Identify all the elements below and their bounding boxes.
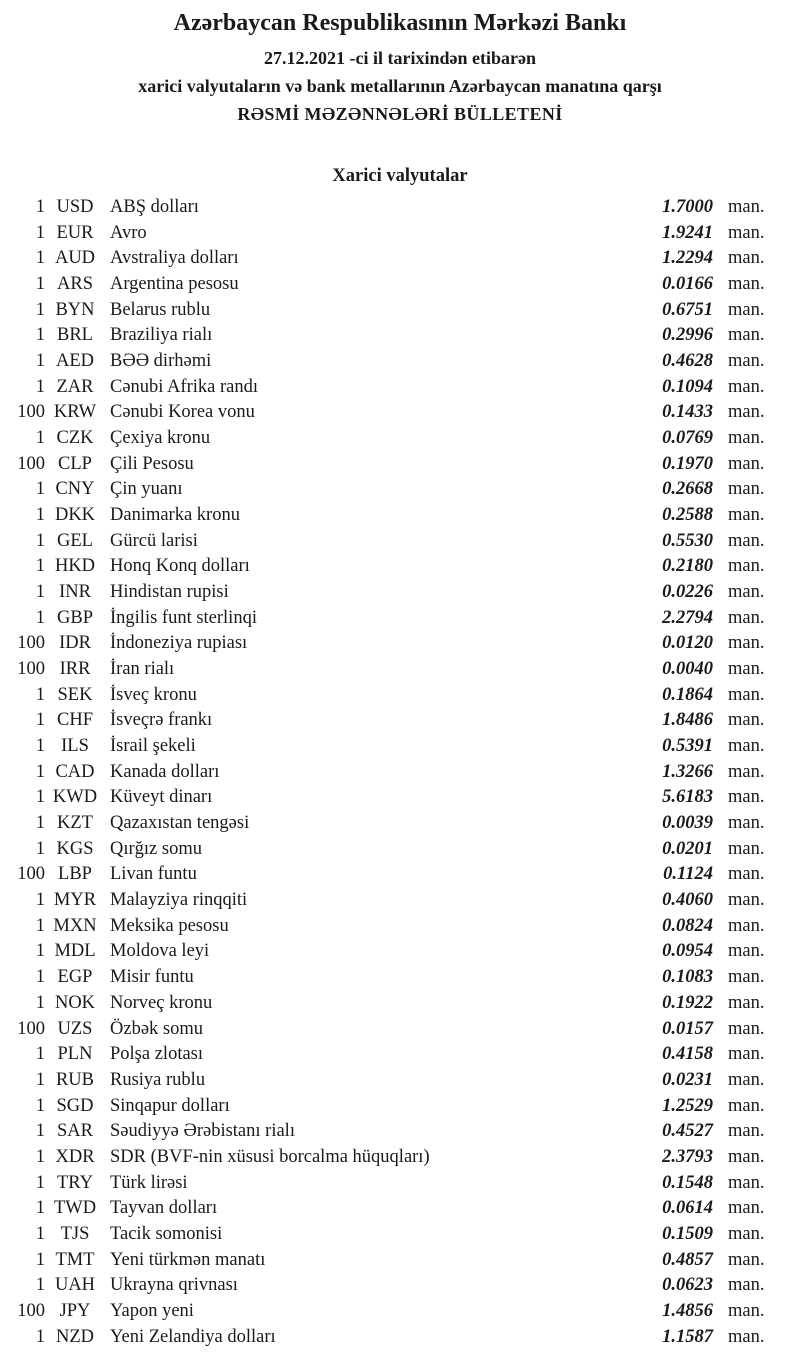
currency-rate: 0.2668: [662, 479, 713, 500]
currency-code: PLN: [57, 1044, 93, 1065]
currency-name: Hindistan rupisi: [110, 582, 229, 603]
currency-rate: 0.1922: [662, 992, 713, 1013]
currency-row: [0, 426, 800, 452]
currency-name: İngilis funt sterlinqi: [110, 607, 257, 628]
currency-row: [0, 1068, 800, 1094]
currency-quantity: 100: [17, 659, 45, 680]
currency-quantity: 100: [17, 1300, 45, 1321]
currency-name: İran rialı: [110, 659, 175, 680]
currency-row: [0, 375, 800, 401]
currency-row: [0, 323, 800, 349]
currency-quantity: 1: [35, 941, 45, 962]
currency-unit-label: man.: [728, 197, 765, 217]
currency-quantity: 1: [35, 479, 45, 500]
currency-row: [0, 657, 800, 683]
currency-name: Yeni türkmən manatı: [110, 1249, 266, 1270]
currency-row: [0, 760, 800, 786]
currency-name: Cənubi Korea vonu: [110, 402, 255, 423]
currency-code: ILS: [61, 736, 89, 757]
currency-unit-label: man.: [728, 530, 765, 551]
currency-quantity: 1: [35, 890, 45, 911]
currency-unit-label: man.: [728, 325, 765, 346]
currency-name: Argentina pesosu: [110, 274, 239, 295]
currency-quantity: 1: [35, 761, 45, 782]
currency-code: EUR: [56, 222, 94, 243]
currency-quantity: 1: [35, 351, 45, 372]
currency-quantity: 1: [35, 1198, 45, 1219]
currency-code: INR: [59, 582, 91, 603]
currency-rate: 0.2180: [662, 556, 713, 577]
currency-code: KZT: [57, 813, 93, 834]
currency-quantity: 1: [35, 1095, 45, 1116]
currency-code: KWD: [52, 787, 98, 808]
currency-row: [0, 580, 800, 606]
currency-code: MXN: [53, 915, 97, 936]
currency-rate: 0.1970: [662, 453, 713, 474]
currency-rate: 2.3793: [662, 1146, 713, 1167]
currency-row: [0, 246, 800, 272]
currency-code: TRY: [57, 1172, 93, 1193]
currency-rate: 0.0226: [662, 582, 713, 603]
currency-code: XDR: [55, 1146, 95, 1167]
currency-name: Qırğız somu: [110, 838, 202, 859]
currency-row: [0, 221, 800, 247]
currency-unit-label: man.: [728, 1172, 765, 1193]
currency-unit-label: man.: [728, 967, 765, 988]
currency-unit-label: man.: [728, 736, 765, 757]
currency-unit-label: man.: [728, 684, 765, 705]
currency-quantity: 1: [35, 1172, 45, 1193]
currency-name: Yapon yeni: [110, 1300, 194, 1321]
currency-unit-label: man.: [728, 582, 765, 603]
currency-row: [0, 1145, 800, 1171]
currency-code: JPY: [59, 1300, 91, 1321]
currency-name: Özbək somu: [110, 1018, 203, 1039]
currency-name: Türk lirəsi: [110, 1172, 188, 1193]
currency-quantity: 1: [35, 838, 45, 859]
currency-code: TJS: [60, 1223, 90, 1244]
currency-rate: 0.2996: [662, 325, 713, 346]
currency-unit-label: man.: [728, 376, 765, 397]
currency-row: [0, 272, 800, 298]
currency-rate: 0.4628: [662, 351, 713, 372]
currency-quantity: 1: [35, 813, 45, 834]
currency-quantity: 1: [35, 736, 45, 757]
currency-row: [0, 554, 800, 580]
currency-row: [0, 452, 800, 478]
currency-row: [0, 708, 800, 734]
currency-name: Tacik somonisi: [110, 1223, 223, 1244]
currency-quantity: 1: [35, 1146, 45, 1167]
currency-name: Ukrayna qrivnası: [110, 1275, 238, 1296]
currency-rate: 1.8486: [662, 710, 713, 731]
currency-name: SDR (BVF-nin xüsusi borcalma hüquqları): [110, 1146, 430, 1167]
currency-unit-label: man.: [728, 838, 765, 859]
currency-code: ZAR: [56, 376, 94, 397]
currency-code: AED: [55, 351, 95, 372]
currency-unit-label: man.: [728, 633, 765, 654]
currency-rate: 0.1509: [662, 1223, 713, 1244]
currency-name: İsrail şekeli: [110, 736, 196, 757]
currency-rate: 0.0231: [662, 1069, 713, 1090]
currency-row: [0, 1017, 800, 1043]
currency-quantity: 100: [17, 453, 45, 474]
currency-code: CLP: [58, 453, 92, 474]
currency-unit-label: man.: [728, 1095, 765, 1116]
currency-code: HKD: [54, 556, 96, 577]
currency-rate: 0.1083: [662, 967, 713, 988]
currency-unit-label: man.: [728, 1223, 765, 1244]
currency-row: [0, 400, 800, 426]
currency-rate: 0.0166: [662, 274, 713, 295]
currency-code: IRR: [59, 659, 91, 680]
currency-row: [0, 785, 800, 811]
currency-code: CNY: [55, 479, 95, 500]
currency-row: [0, 734, 800, 760]
currency-rate: 0.4158: [662, 1044, 713, 1065]
currency-row: [0, 529, 800, 555]
currency-code: BYN: [55, 299, 95, 320]
currency-quantity: 1: [35, 556, 45, 577]
currency-code: SAR: [57, 1121, 93, 1142]
currency-code: USD: [56, 197, 94, 217]
currency-name: Danimarka kronu: [110, 505, 240, 526]
currency-code: SGD: [56, 1095, 94, 1116]
currency-code: KRW: [53, 402, 97, 423]
currency-name: Küveyt dinarı: [110, 787, 213, 808]
currency-code: AUD: [54, 248, 96, 269]
currency-rate: 0.0201: [662, 838, 713, 859]
currency-unit-label: man.: [728, 941, 765, 962]
currency-row: [0, 631, 800, 657]
currency-row: [0, 811, 800, 837]
currency-row: [0, 683, 800, 709]
currency-name: ABŞ dolları: [110, 197, 199, 217]
currency-quantity: 1: [35, 787, 45, 808]
currency-name: Norveç kronu: [110, 992, 213, 1013]
currency-name: Cənubi Afrika randı: [110, 376, 258, 397]
currency-rate: 0.0824: [662, 915, 713, 936]
currency-quantity: 1: [35, 1249, 45, 1270]
currency-name: Meksika pesosu: [110, 915, 229, 936]
currency-quantity: 1: [35, 1069, 45, 1090]
currency-name: Malayziya rinqqiti: [110, 890, 248, 911]
currency-unit-label: man.: [728, 761, 765, 782]
currency-name: Braziliya rialı: [110, 325, 213, 346]
currency-rate: 0.5530: [662, 530, 713, 551]
currency-name: Avstraliya dolları: [110, 248, 239, 269]
currency-code: CZK: [56, 428, 94, 449]
currency-rate: 1.9241: [662, 222, 713, 243]
currency-rate: 0.0954: [662, 941, 713, 962]
currency-row: [0, 1325, 800, 1351]
currency-rate: 0.6751: [662, 299, 713, 320]
currency-name: Honq Konq dolları: [110, 556, 250, 577]
currency-quantity: 1: [35, 992, 45, 1013]
bulletin-subtitle: xarici valyutaların və bank metallarının Azərbaycan manatına qarşı: [138, 76, 662, 96]
currency-rate: 1.3266: [662, 761, 713, 782]
currency-rate: 0.5391: [662, 736, 713, 757]
bulletin-name: RƏSMİ MƏZƏNNƏLƏRİ BÜLLETENİ: [237, 104, 563, 124]
section-title-foreign-currencies: Xarici valyutalar: [332, 166, 468, 186]
currency-code: RUB: [55, 1069, 95, 1090]
currency-rate: 0.4857: [662, 1249, 713, 1270]
currency-rate: 0.1548: [662, 1172, 713, 1193]
currency-quantity: 1: [35, 967, 45, 988]
currency-unit-label: man.: [728, 1300, 765, 1321]
currency-rate: 5.6183: [662, 787, 713, 808]
currency-unit-label: man.: [728, 351, 765, 372]
currency-code: LBP: [58, 864, 92, 885]
currency-row: [0, 1196, 800, 1222]
currency-name: Moldova leyi: [110, 941, 210, 962]
currency-code: GBP: [57, 607, 93, 628]
currency-unit-label: man.: [728, 428, 765, 449]
currency-unit-label: man.: [728, 1198, 765, 1219]
currency-quantity: 1: [35, 530, 45, 551]
currency-quantity: 1: [35, 299, 45, 320]
currency-name: Sinqapur dolları: [110, 1095, 230, 1116]
currency-row: [0, 914, 800, 940]
currency-code: EGP: [57, 967, 93, 988]
currency-quantity: 1: [35, 1044, 45, 1065]
currency-row: [0, 298, 800, 324]
currency-quantity: 1: [35, 1326, 45, 1347]
currency-unit-label: man.: [728, 274, 765, 295]
currency-code: SEK: [57, 684, 93, 705]
currency-unit-label: man.: [728, 813, 765, 834]
currency-code: KGS: [56, 838, 94, 859]
currency-unit-label: man.: [728, 1275, 765, 1296]
currency-row: [0, 477, 800, 503]
currency-quantity: 100: [17, 633, 45, 654]
bank-title: Azərbaycan Respublikasının Mərkəzi Bankı: [173, 10, 627, 36]
currency-quantity: 1: [35, 325, 45, 346]
currency-row: [0, 888, 800, 914]
currency-rate: 0.0040: [662, 659, 713, 680]
currency-name: Polşa zlotası: [110, 1044, 204, 1065]
currency-unit-label: man.: [728, 787, 765, 808]
currency-code: NOK: [54, 992, 96, 1013]
currency-unit-label: man.: [728, 1018, 765, 1039]
currency-unit-label: man.: [728, 1249, 765, 1270]
currency-unit-label: man.: [728, 222, 765, 243]
currency-row: [0, 195, 800, 221]
currency-quantity: 100: [17, 1018, 45, 1039]
currency-rate: 0.2588: [662, 505, 713, 526]
currency-name: İndoneziya rupiası: [110, 633, 248, 654]
currency-row: [0, 1171, 800, 1197]
currency-code: GEL: [57, 530, 93, 551]
currency-unit-label: man.: [728, 505, 765, 526]
currency-rate: 0.0120: [662, 633, 713, 654]
currency-code: TWD: [53, 1198, 97, 1219]
currency-quantity: 1: [35, 1223, 45, 1244]
bulletin-header: [0, 0, 800, 125]
currency-unit-label: man.: [728, 248, 765, 269]
currency-unit-label: man.: [728, 864, 765, 885]
currency-unit-label: man.: [728, 915, 765, 936]
currency-unit-label: man.: [728, 453, 765, 474]
currency-unit-label: man.: [728, 1326, 765, 1347]
currency-unit-label: man.: [728, 402, 765, 423]
currency-quantity: 1: [35, 222, 45, 243]
currency-row: [0, 503, 800, 529]
currency-row: [0, 1119, 800, 1145]
currency-rate: 0.0157: [662, 1018, 713, 1039]
currency-code: TMT: [55, 1249, 95, 1270]
currency-unit-label: man.: [728, 992, 765, 1013]
currency-name: Qazaxıstan tengəsi: [110, 813, 250, 834]
currency-rate: 1.7000: [662, 197, 713, 217]
currency-quantity: 1: [35, 915, 45, 936]
currency-rate: 0.0039: [662, 813, 713, 834]
currency-code: UZS: [57, 1018, 93, 1039]
currency-row: [0, 991, 800, 1017]
currency-row: [0, 1273, 800, 1299]
currency-quantity: 1: [35, 582, 45, 603]
currency-row: [0, 1222, 800, 1248]
currency-name: İsveç kronu: [110, 684, 197, 705]
currency-unit-label: man.: [728, 607, 765, 628]
currency-row: [0, 862, 800, 888]
currency-row: [0, 1042, 800, 1068]
currency-code: UAH: [54, 1275, 96, 1296]
currency-quantity: 1: [35, 710, 45, 731]
currency-code: NZD: [55, 1326, 95, 1347]
currency-code: MYR: [53, 890, 97, 911]
currency-quantity: 1: [35, 607, 45, 628]
currency-name: Çexiya kronu: [110, 428, 211, 449]
currency-name: Kanada dolları: [110, 761, 220, 782]
currency-rate: 0.4527: [662, 1121, 713, 1142]
currency-row: [0, 1248, 800, 1274]
currency-unit-label: man.: [728, 1044, 765, 1065]
currency-unit-label: man.: [728, 710, 765, 731]
currency-row: [0, 606, 800, 632]
currency-quantity: 1: [35, 376, 45, 397]
currency-name: Yeni Zelandiya dolları: [110, 1326, 276, 1347]
currency-unit-label: man.: [728, 479, 765, 500]
currency-row: [0, 349, 800, 375]
currency-quantity: 1: [35, 684, 45, 705]
currency-quantity: 1: [35, 505, 45, 526]
currency-code: MDL: [54, 941, 96, 962]
currency-quantity: 1: [35, 248, 45, 269]
currency-quantity: 100: [17, 402, 45, 423]
currency-name: Çin yuanı: [110, 479, 183, 500]
currency-name: Rusiya rublu: [110, 1069, 206, 1090]
currency-row: [0, 1094, 800, 1120]
exchange-rates-table: [0, 195, 800, 1350]
currency-unit-label: man.: [728, 299, 765, 320]
currency-unit-label: man.: [728, 1069, 765, 1090]
currency-quantity: 100: [17, 864, 45, 885]
currency-name: Belarus rublu: [110, 299, 211, 320]
currency-name: Avro: [110, 222, 147, 243]
currency-unit-label: man.: [728, 1121, 765, 1142]
currency-code: DKK: [54, 505, 96, 526]
currency-quantity: 1: [35, 274, 45, 295]
currency-rate: 0.4060: [662, 890, 713, 911]
currency-unit-label: man.: [728, 659, 765, 680]
currency-code: CHF: [57, 710, 93, 731]
currency-name: İsveçrə frankı: [110, 710, 213, 731]
currency-rate: 0.1094: [662, 376, 713, 397]
effective-date-line: 27.12.2021 -ci il tarixindən etibarən: [264, 48, 536, 68]
currency-row: [0, 939, 800, 965]
currency-name: Livan funtu: [110, 864, 197, 885]
currency-rate: 0.0614: [662, 1198, 713, 1219]
currency-rate: 0.1124: [663, 864, 713, 885]
currency-rate: 1.4856: [662, 1300, 713, 1321]
currency-code: CAD: [55, 761, 95, 782]
currency-quantity: 1: [35, 428, 45, 449]
currency-code: ARS: [57, 274, 93, 295]
currency-name: Gürcü larisi: [110, 530, 198, 551]
currency-rate: 0.0769: [662, 428, 713, 449]
currency-quantity: 1: [35, 1121, 45, 1142]
currency-rate: 0.1864: [662, 684, 713, 705]
currency-name: BƏƏ dirhəmi: [110, 351, 212, 372]
currency-code: IDR: [59, 633, 91, 654]
currency-name: Tayvan dolları: [110, 1198, 218, 1219]
currency-rate: 0.0623: [662, 1275, 713, 1296]
currency-row: [0, 1299, 800, 1325]
currency-name: Misir funtu: [110, 967, 194, 988]
currency-quantity: 1: [35, 197, 45, 217]
currency-unit-label: man.: [728, 556, 765, 577]
currency-rate: 1.2529: [662, 1095, 713, 1116]
currency-rate: 0.1433: [662, 402, 713, 423]
currency-code: BRL: [57, 325, 93, 346]
currency-row: [0, 837, 800, 863]
currency-row: [0, 965, 800, 991]
currency-rate: 1.1587: [662, 1326, 713, 1347]
currency-rate: 1.2294: [662, 248, 713, 269]
currency-name: Çili Pesosu: [110, 453, 194, 474]
currency-unit-label: man.: [728, 1146, 765, 1167]
currency-quantity: 1: [35, 1275, 45, 1296]
currency-name: Səudiyyə Ərəbistanı rialı: [110, 1121, 295, 1142]
currency-rate: 2.2794: [662, 607, 713, 628]
currency-unit-label: man.: [728, 890, 765, 911]
